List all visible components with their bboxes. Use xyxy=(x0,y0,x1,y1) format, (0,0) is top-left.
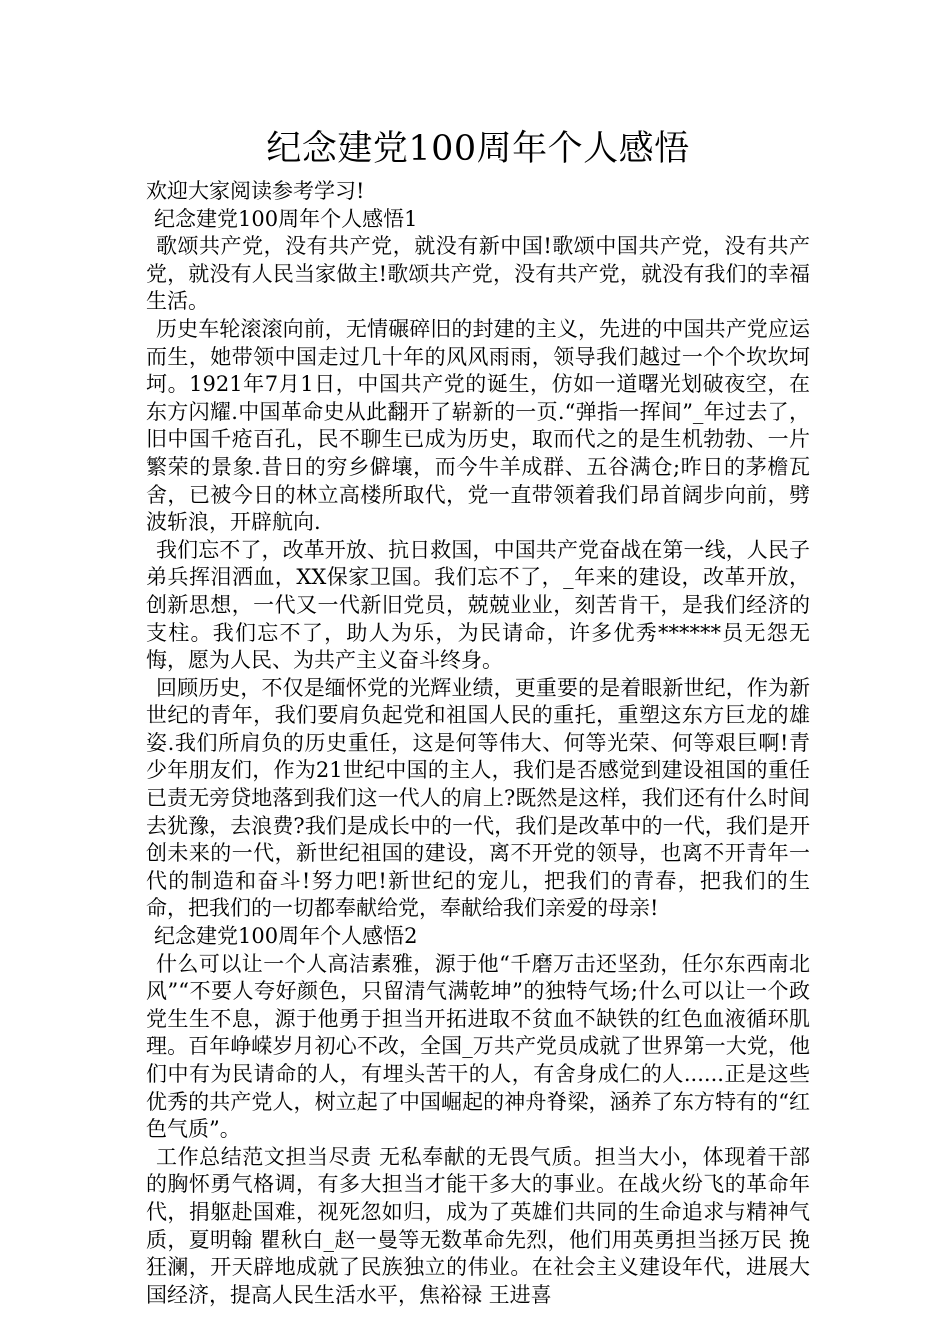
intro-text: 欢迎大家阅读参考学习! xyxy=(146,179,365,203)
document-title: 纪念建党100周年个人感悟 xyxy=(266,129,690,169)
paragraph: 工作总结范文担当尽责 无私奉献的无畏气质。担当大小，体现着干部的胸怀勇气格调，有多大担当才能干多大的事业。在战火纷飞的革命年代，捐躯赴国难，视死忽如归，成为了英雄们共同的生命追求与精神气质，夏明翰 瞿秋白_赵一曼等无数革命先烈，他们用英勇担当拯万民 挽狂澜，开天辟地成就了民族独立的伟业。在社会主义建设年代，进展大国经济，提高人民生活水平，焦裕禄 王进喜 xyxy=(146,1144,810,1307)
section-heading: 纪念建党100周年个人感悟1 xyxy=(154,206,418,231)
paragraph: 历史车轮滚滚向前，无情碾碎旧的封建的主义，先进的中国共产党应运而生，她带领中国走过几十年的风风雨雨，领导我们越过一个个坎坎坷坷。1921年7月1日，中国共产党的诞生，仿如一道曙光划破夜空，在东方闪耀.中国革命史从此翻开了崭新的一页.“弹指一挥间”_年过去了，旧中国千疮百孔，民不聊生已成为历史，取而代之的是生机勃勃、一片繁荣的景象.昔日的穷乡僻壤，而今牛羊成群、五谷满仓;昨日的茅檐瓦舍，已被今日的林立高楼所取代，党一直带领着我们昂首阔步向前，劈波斩浪，开辟航向. xyxy=(146,316,810,535)
paragraph: 什么可以让一个人高洁素雅，源于他“千磨万击还坚劲，任尔东西南北风”“不要人夸好颜色，只留清气满乾坤”的独特气场;什么可以让一个政党生生不息，源于他勇于担当开拓进取不贫血不缺铁的红色血液循环肌理。百年峥嵘岁月初心不改，全国_万共产党员成就了世界第一大党，他们中有为民请命的人，有埋头苦干的人，有舍身成仁的人......正是这些优秀的共产党人，树立起了中国崛起的神舟脊梁，涵养了东方特有的“红色气质”。 xyxy=(146,951,810,1142)
section-heading: 纪念建党100周年个人感悟2 xyxy=(154,924,418,949)
paragraph: 回顾历史，不仅是缅怀党的光辉业绩，更重要的是着眼新世纪，作为新世纪的青年，我们要肩负起党和祖国人民的重托，重塑这东方巨龙的雄姿.我们所肩负的历史重任，这是何等伟大、何等光荣、何等艰巨啊!青少年朋友们，作为21世纪中国的主人，我们是否感觉到建设祖国的重任已责无旁贷地落到我们这一代人的肩上?既然是这样，我们还有什么时间去犹豫，去浪费?我们是成长中的一代，我们是改革中的一代，我们是开创未来的一代，新世纪祖国的建设，离不开党的领导，也离不开青年一代的制造和奋斗!努力吧!新世纪的宠儿，把我们的青春，把我们的生命，把我们的一切都奉献给党，奉献给我们亲爱的母亲! xyxy=(146,675,810,921)
paragraph: 我们忘不了，改革开放、抗日救国，中国共产党奋战在第一线，人民子弟兵挥泪洒血，XX保家卫国。我们忘不了，_年来的建设，改革开放，创新思想，一代又一代新旧党员，兢兢业业，刻苦肯干，是我们经济的支柱。我们忘不了，助人为乐，为民请命，许多优秀******员无怨无悔，愿为人民、为共产主义奋斗终身。 xyxy=(146,537,810,673)
document-body xyxy=(146,178,810,1309)
paragraph: 歌颂共产党，没有共产党，就没有新中国!歌颂中国共产党，没有共产党，就没有人民当家做主!歌颂共产党，没有共产党，就没有我们的幸福生活。 xyxy=(146,234,810,314)
